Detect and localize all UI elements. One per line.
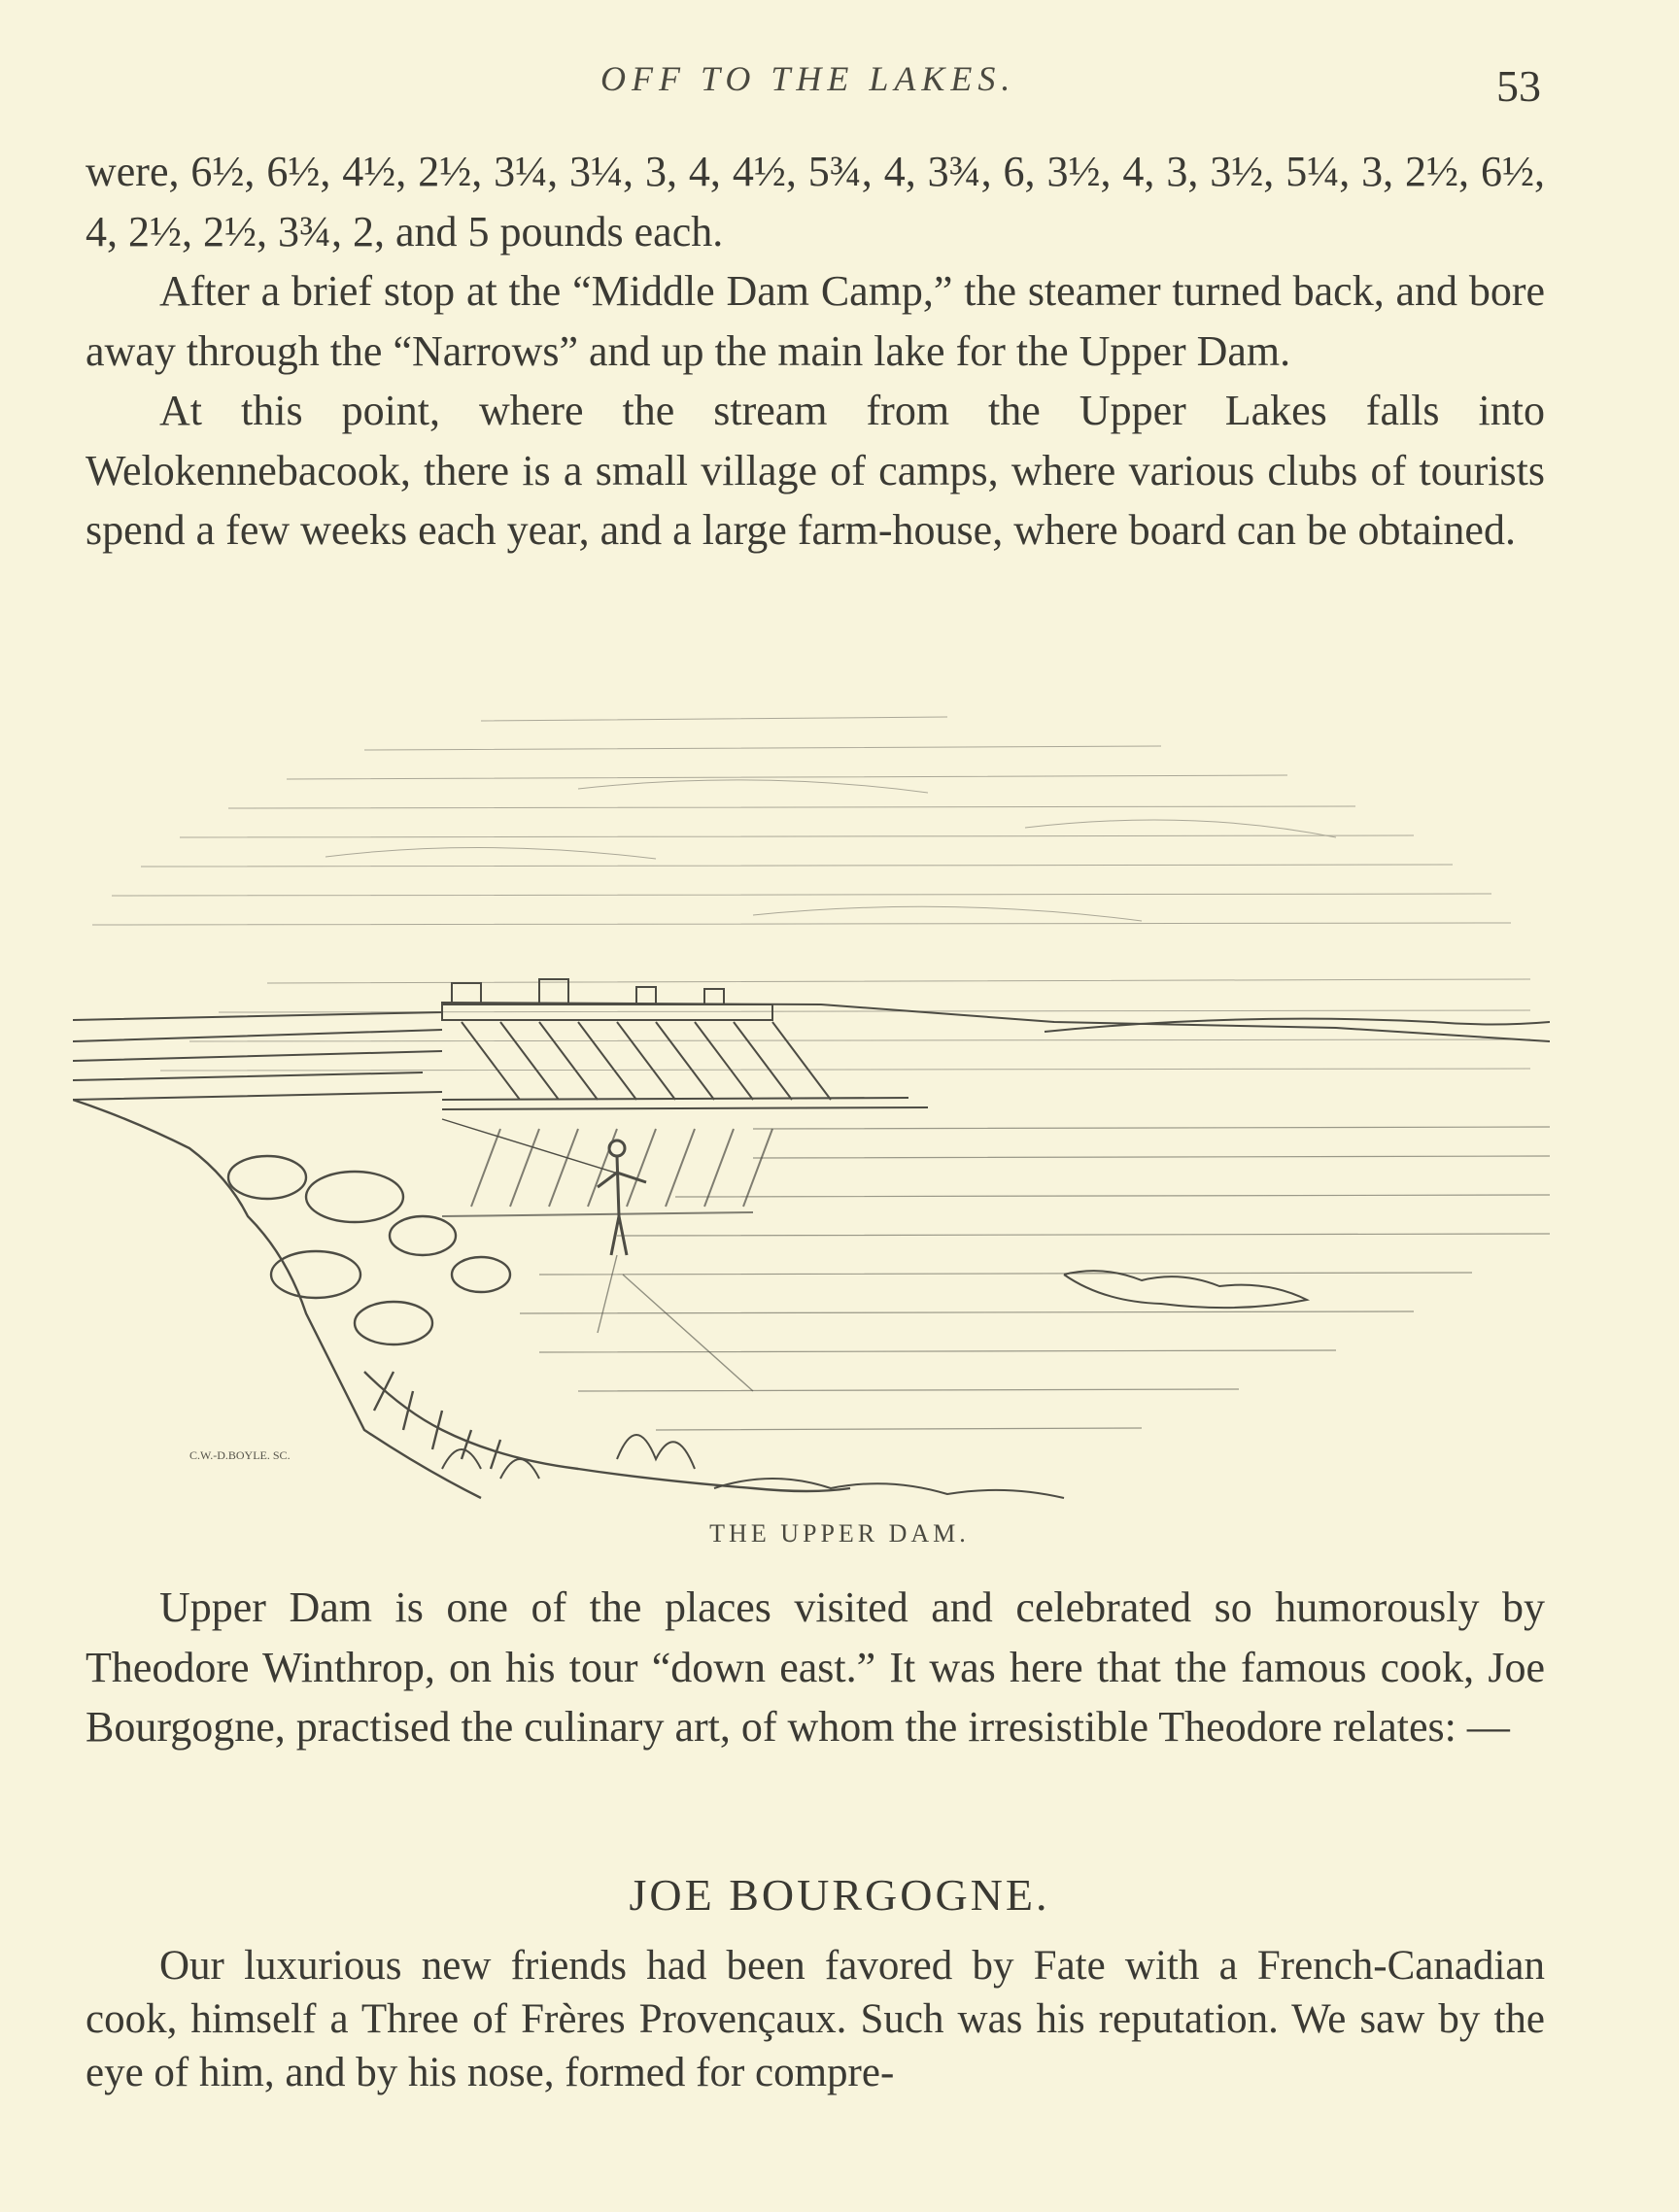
dam-reflection <box>442 1129 772 1216</box>
dam-structure <box>73 979 1550 1109</box>
running-head <box>0 58 1679 117</box>
top-text <box>86 142 1545 561</box>
paragraph-weights: were, 6½, 6½, 4½, 2½, 3¼, 3¼, 3, 4, 4½, 5¾, 4, 3¾, 6, 3½, 4, 3, 3½, 5¼, 3, 2½, 6½, 4, 2½, 2½, 3¾, 2, and 5 pounds each. <box>86 148 1545 255</box>
upper-dam-engraving <box>73 692 1550 1517</box>
paragraph-winthrop: Upper Dam is one of the places visited and celebrated so humorously by Theodore Winthrop, on his tour “down east.” It was here that the famous cook, Joe Bourgogne, practised the culinary art, of whom the irresistible Theodore relates: — <box>86 1583 1545 1751</box>
sky-hatching <box>92 717 1530 1071</box>
water-rocks <box>1064 1271 1307 1308</box>
rocky-shore <box>73 1100 850 1498</box>
illustration-caption: THE UPPER DAM. <box>709 1519 970 1548</box>
engraving-svg <box>73 692 1550 1517</box>
paragraph-middle-dam: After a brief stop at the “Middle Dam Camp,” the steamer turned back, and bore away through the “Narrows” and up the main lake for the Upper Dam. <box>86 267 1545 375</box>
paragraph-joe-bourgogne: Our luxurious new friends had been favored by Fate with a French-Canadian cook, himself a Three of Frères Provençaux. Such was his reputation. We saw by the eye of him, and by his nose, formed for compre- <box>86 1943 1545 2095</box>
middle-text <box>86 1578 1545 1757</box>
running-title: OFF TO THE LAKES. <box>600 59 1016 98</box>
engraver-signature: C.W.-D.BOYLE. SC. <box>189 1448 291 1462</box>
water-lines <box>520 1127 1550 1430</box>
section-text <box>86 1939 1545 2099</box>
page-number: 53 <box>1496 61 1541 111</box>
paragraph-upper-lakes: At this point, where the stream from the Upper Lakes falls into Welokennebacook, there is a small village of camps, where various clubs of tourists spend a few weeks each year, and a large farm-house, where board can be obtained. <box>86 387 1545 554</box>
section-heading: JOE BOURGOGNE. <box>629 1870 1050 1920</box>
